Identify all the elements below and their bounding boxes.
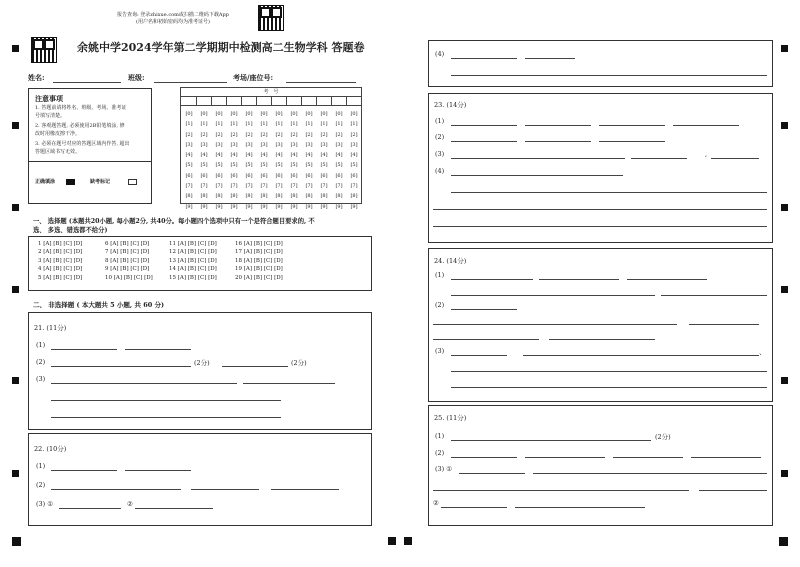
exam-id-bubble[interactable]: [0] [230, 111, 238, 117]
choice-row[interactable]: 16 [A] [B] [C] [D] [235, 241, 283, 247]
exam-id-bubble[interactable]: [1] [305, 121, 313, 128]
q24-part1-blank[interactable] [661, 295, 767, 296]
choice-row[interactable]: 1 [A] [B] [C] [D] [38, 241, 83, 247]
exam-id-digit-column[interactable] [181, 109, 197, 212]
exam-id-bubble[interactable]: [2] [350, 131, 358, 138]
top-note-line1: 报告查询: 登录zhixue.com或扫描二维码下载App [117, 12, 229, 18]
exam-id-bubble[interactable]: [6] [200, 172, 208, 179]
timing-mark [12, 204, 19, 211]
q22-part3-blank[interactable] [135, 508, 213, 509]
exam-id-bubble[interactable]: [4] [275, 152, 283, 159]
exam-id-digit-column[interactable] [241, 109, 257, 212]
exam-id-bubble[interactable]: [4] [335, 152, 343, 159]
exam-id-bubble[interactable]: [3] [290, 141, 298, 148]
exam-id-bubble[interactable]: [5] [230, 162, 238, 169]
q23-part4-blank[interactable] [451, 192, 767, 193]
exam-id-bubble[interactable]: [0] [245, 111, 253, 117]
exam-id-bubble[interactable]: [4] [185, 152, 193, 159]
choice-row[interactable]: 7 [A] [B] [C] [D] [105, 249, 150, 256]
q21-part3-blank[interactable] [51, 400, 281, 401]
q22-part4-blank[interactable] [451, 58, 517, 59]
exam-id-digit-column[interactable] [226, 109, 242, 212]
q23-title: 23. (14分) [434, 101, 467, 109]
exam-id-bubble[interactable]: [0] [305, 111, 313, 117]
notice-line: 3. 必须在题号对应的答题区域内作答, 超出 [35, 141, 130, 147]
q24-part3-comma: 、 [759, 348, 766, 356]
exam-id-bubble[interactable]: [0] [290, 111, 298, 117]
exam-id-bubble[interactable]: [4] [320, 152, 328, 159]
exam-id-bubble[interactable]: [1] [290, 121, 298, 128]
q23-part3-blank[interactable] [631, 158, 687, 159]
notice-line: 2. 客观题答题, 必须使用2B铅笔填涂, 修 [35, 123, 125, 129]
exam-id-bubble[interactable]: [2] [230, 131, 238, 138]
q21-part1-label: (1) [36, 341, 46, 349]
exam-id-bubble[interactable]: [4] [200, 152, 208, 159]
exam-id-bubble[interactable]: [9] [260, 203, 268, 210]
exam-id-bubble[interactable]: [0] [275, 111, 283, 117]
exam-id-bubble[interactable]: [2] [200, 131, 208, 138]
exam-id-bubble[interactable]: [8] [230, 193, 238, 200]
choice-column-4[interactable] [235, 240, 283, 282]
exam-id-bubble[interactable]: [3] [320, 141, 328, 148]
q25-part2-label: (2) [435, 449, 445, 457]
exam-id-bubble[interactable]: [3] [260, 141, 268, 148]
exam-id-bubble[interactable]: [7] [350, 183, 358, 190]
q25-part3-blank[interactable] [699, 490, 767, 491]
choice-row[interactable]: 9 [A] [B] [C] [D] [105, 266, 150, 273]
exam-id-bubble[interactable]: [5] [320, 162, 328, 169]
q24-title: 24. (14分) [434, 257, 467, 265]
exam-id-bubble[interactable]: [6] [230, 172, 238, 179]
q25-part3-label: (3) ① [435, 465, 453, 473]
q23-part2-blank[interactable] [599, 141, 665, 142]
q23-part3-comma: , [705, 150, 708, 158]
exam-id-bubble[interactable]: [7] [215, 183, 223, 190]
q23-part4-blank[interactable] [433, 209, 767, 210]
q24-part2-blank[interactable] [433, 324, 677, 325]
exam-id-bubble[interactable]: [6] [305, 172, 313, 179]
exam-id-bubble[interactable]: [3] [200, 141, 208, 148]
page-title: 余姚中学2024学年第二学期期中检测高二生物学科 答题卷 [77, 41, 365, 54]
exam-id-bubble[interactable]: [3] [215, 141, 223, 148]
exam-id-bubble[interactable]: [8] [335, 193, 343, 200]
exam-id-grid [180, 87, 362, 210]
q25-part3-blank[interactable] [433, 490, 689, 491]
section1-line1: 一、 选择题 (本题共20小题, 每小题2分, 共40分。每小题四个选项中只有一个是符合题目要求的, 不 [33, 218, 315, 225]
choice-column-2[interactable] [105, 240, 153, 282]
exam-id-bubble[interactable]: [8] [260, 193, 268, 200]
choice-row[interactable]: 8 [A] [B] [C] [D] [105, 257, 150, 264]
exam-id-bubble[interactable]: [8] [305, 193, 313, 200]
q23-part1-blank[interactable] [525, 125, 591, 126]
exam-id-bubble[interactable]: [9] [275, 203, 283, 210]
q23-answer-area[interactable] [428, 93, 773, 243]
q24-answer-area[interactable] [428, 248, 773, 402]
q24-part2-blank[interactable] [451, 309, 517, 310]
exam-id-bubble[interactable]: [5] [260, 162, 268, 169]
choice-row[interactable]: 6 [A] [B] [C] [D] [105, 241, 150, 247]
timing-mark [781, 122, 788, 129]
notice-divider [29, 161, 151, 162]
exam-id-bubble[interactable]: [0] [320, 111, 328, 117]
timing-mark [781, 470, 788, 477]
timing-mark [12, 470, 19, 477]
q21-title: 21. (11分) [34, 324, 67, 332]
q22-part1-label: (1) [36, 462, 46, 470]
room-label: 考场/座位号: [233, 73, 274, 82]
timing-mark [388, 537, 396, 545]
q25-part2-blank[interactable] [691, 457, 761, 458]
choice-row[interactable]: 18 [A] [B] [C] [D] [235, 257, 283, 264]
q25-answer-area[interactable] [428, 405, 773, 526]
q22-part2-blank[interactable] [271, 489, 339, 490]
class-field[interactable] [154, 82, 227, 83]
exam-id-bubble[interactable]: [5] [200, 162, 208, 169]
q25-part3-blank[interactable] [515, 507, 645, 508]
correct-fill-sample [66, 179, 75, 185]
timing-mark [12, 122, 19, 129]
choice-row[interactable]: 19 [A] [B] [C] [D] [235, 266, 283, 273]
q25-part1-blank[interactable] [451, 440, 651, 441]
exam-id-bubble[interactable]: [6] [290, 172, 298, 179]
q23-part1-blank[interactable] [599, 125, 665, 126]
exam-id-bubble[interactable]: [3] [230, 141, 238, 148]
exam-id-bubble[interactable]: [9] [230, 203, 238, 210]
q22-part2-blank[interactable] [51, 489, 181, 490]
q24-part3-blank[interactable] [451, 387, 767, 388]
q25-part3-sub2: ② [433, 499, 439, 507]
exam-id-bubble[interactable]: [9] [320, 203, 328, 210]
exam-id-bubble[interactable]: [7] [335, 183, 343, 190]
choice-row[interactable]: 5 [A] [B] [C] [D] [38, 274, 83, 281]
exam-id-bubble[interactable]: [3] [350, 141, 358, 148]
absent-checkbox[interactable] [128, 179, 137, 185]
q24-part1-blank[interactable] [451, 279, 533, 280]
timing-mark [779, 537, 788, 546]
exam-id-bubble[interactable]: [6] [215, 172, 223, 179]
exam-id-digit-column[interactable] [211, 109, 227, 212]
exam-id-bubble[interactable]: [5] [335, 162, 343, 169]
room-field[interactable] [286, 82, 356, 83]
q23-part3-blank[interactable] [451, 158, 625, 159]
q23-part3-blank[interactable] [711, 158, 759, 159]
timing-mark [12, 377, 19, 384]
q23-part2-blank[interactable] [451, 141, 517, 142]
name-field[interactable] [53, 82, 121, 83]
exam-id-bubble[interactable]: [0] [335, 111, 343, 117]
exam-id-bubble[interactable]: [3] [335, 141, 343, 148]
q23-part2-blank[interactable] [525, 141, 591, 142]
choice-row[interactable]: 12 [A] [B] [C] [D] [169, 249, 217, 256]
exam-id-bubble[interactable]: [6] [275, 172, 283, 179]
exam-id-bubble[interactable]: [4] [215, 152, 223, 159]
exam-id-bubble[interactable]: [7] [320, 183, 328, 190]
student-qr-code [31, 37, 57, 63]
exam-id-bubble[interactable]: [4] [260, 152, 268, 159]
exam-id-digit-column[interactable] [286, 109, 302, 212]
exam-id-bubble[interactable]: [7] [305, 183, 313, 190]
exam-id-digit-column[interactable] [271, 109, 287, 212]
choice-column-3[interactable] [169, 240, 217, 282]
exam-id-digit-column[interactable] [196, 109, 212, 212]
top-note-line2: (用户名和初始密码均为准考证号) [136, 19, 210, 25]
timing-mark [781, 45, 788, 52]
choice-row[interactable]: 10 [A] [B] [C] [D] [105, 274, 153, 281]
q21-part3-blank[interactable] [243, 383, 335, 384]
exam-id-bubble[interactable]: [1] [230, 121, 238, 128]
q25-part2-blank[interactable] [451, 457, 517, 458]
q24-part3-blank[interactable] [451, 371, 767, 372]
exam-id-bubble[interactable]: [9] [200, 203, 208, 210]
q22-part2-label: (2) [36, 481, 46, 489]
timing-mark [781, 204, 788, 211]
q24-part3-blank[interactable] [451, 355, 507, 356]
q22-answer-area[interactable] [28, 433, 372, 526]
exam-id-bubble[interactable]: [2] [305, 131, 313, 138]
q22-part4-label: (4) [435, 50, 445, 58]
exam-id-bubble[interactable]: [0] [260, 111, 268, 117]
q21-part1-blank[interactable] [51, 349, 117, 350]
exam-id-bubble[interactable]: [5] [305, 162, 313, 169]
choice-row[interactable]: 17 [A] [B] [C] [D] [235, 249, 283, 256]
exam-id-bubble[interactable]: [7] [260, 183, 268, 190]
exam-id-bubble[interactable]: [2] [245, 131, 253, 138]
q24-part1-label: (1) [435, 271, 445, 279]
exam-id-bubble[interactable]: [6] [335, 172, 343, 179]
exam-id-digit-column[interactable] [346, 109, 362, 212]
exam-id-bubble[interactable]: [5] [215, 162, 223, 169]
exam-id-bubble[interactable]: [9] [245, 203, 253, 210]
notice-box [28, 88, 152, 204]
q21-part2-blank[interactable] [51, 366, 191, 367]
q25-part3-blank[interactable] [441, 507, 507, 508]
name-label: 姓名: [28, 73, 45, 82]
exam-id-bubble[interactable]: [2] [185, 131, 193, 138]
q23-part3-label: (3) [435, 150, 445, 158]
choice-row[interactable]: 2 [A] [B] [C] [D] [38, 249, 83, 256]
exam-id-bubble[interactable]: [5] [290, 162, 298, 169]
timing-mark [781, 286, 788, 293]
exam-id-bubble[interactable]: [1] [350, 121, 358, 128]
exam-id-bubble[interactable]: [5] [350, 162, 358, 169]
q24-part2-blank[interactable] [433, 339, 539, 340]
exam-id-bubble[interactable]: [4] [305, 152, 313, 159]
exam-id-bubble[interactable]: [3] [185, 141, 193, 148]
choice-row[interactable]: 11 [A] [B] [C] [D] [169, 241, 217, 247]
q23-part1-label: (1) [435, 117, 445, 125]
choice-row[interactable]: 3 [A] [B] [C] [D] [38, 257, 83, 264]
exam-id-bubble[interactable]: [9] [335, 203, 343, 210]
notice-line: 1. 答题前请将姓名、班级、考场、准考证 [35, 105, 127, 111]
q22-title: 22. (10分) [34, 445, 67, 453]
exam-id-bubble[interactable]: [8] [275, 193, 283, 200]
exam-id-bubble[interactable]: [1] [185, 121, 193, 128]
exam-id-bubble[interactable]: [5] [245, 162, 253, 169]
q22-part2-blank[interactable] [191, 489, 259, 490]
exam-id-bubble[interactable]: [6] [260, 172, 268, 179]
q21-part3-label: (3) [36, 375, 46, 383]
timing-mark [404, 537, 412, 545]
exam-id-bubble[interactable]: [5] [275, 162, 283, 169]
exam-id-bubble[interactable]: [1] [320, 121, 328, 128]
exam-id-bubble[interactable]: [9] [215, 203, 223, 210]
exam-id-bubble[interactable]: [4] [230, 152, 238, 159]
q25-title: 25. (11分) [434, 414, 467, 422]
q21-part3-blank[interactable] [51, 417, 281, 418]
exam-id-bubble[interactable]: [3] [275, 141, 283, 148]
exam-id-bubble[interactable]: [0] [185, 111, 193, 117]
timing-mark [781, 377, 788, 384]
q25-part3-blank[interactable] [459, 473, 525, 474]
exam-id-bubble[interactable]: [2] [320, 131, 328, 138]
exam-id-bubble[interactable]: [2] [335, 131, 343, 138]
section1-line2: 选、 多选、错选都不给分) [33, 227, 108, 234]
q24-part1-blank[interactable] [627, 279, 707, 280]
exam-id-bubble[interactable]: [1] [215, 121, 223, 128]
absent-label: 缺考标记 [90, 179, 111, 185]
choice-row[interactable]: 14 [A] [B] [C] [D] [169, 266, 217, 273]
exam-id-bubble[interactable]: [1] [200, 121, 208, 128]
exam-id-bubble[interactable]: [7] [230, 183, 238, 190]
q22-part4-blank[interactable] [451, 75, 767, 76]
exam-id-bubble[interactable]: [2] [275, 131, 283, 138]
q22-continued-area[interactable] [428, 40, 773, 87]
app-qr-code [258, 5, 284, 31]
exam-id-bubble[interactable]: [3] [245, 141, 253, 148]
exam-id-bubble[interactable]: [4] [245, 152, 253, 159]
exam-id-bubble[interactable]: [8] [245, 193, 253, 200]
exam-id-bubble[interactable]: [6] [185, 172, 193, 179]
notice-title: 注意事项 [35, 94, 63, 103]
q24-part2-blank[interactable] [689, 324, 759, 325]
q21-part3-blank[interactable] [51, 383, 237, 384]
notice-line: 答题区域书写无效。 [35, 149, 81, 155]
q25-part2-blank[interactable] [525, 457, 605, 458]
q21-part2-blank[interactable] [222, 366, 288, 367]
timing-mark [12, 537, 21, 546]
q22-part3-sub2: ② [127, 500, 133, 508]
exam-id-digit-column[interactable] [331, 109, 347, 212]
exam-id-bubble[interactable]: [8] [215, 193, 223, 200]
exam-id-digit-column[interactable] [301, 109, 317, 212]
q23-part2-label: (2) [435, 133, 445, 141]
exam-id-bubble[interactable]: [5] [185, 162, 193, 169]
q21-part2-score-b: (2分) [291, 359, 307, 367]
q23-part4-blank[interactable] [451, 175, 623, 176]
q22-part4-blank[interactable] [525, 58, 575, 59]
exam-id-bubble[interactable]: [8] [200, 193, 208, 200]
exam-id-bubble[interactable]: [6] [245, 172, 253, 179]
q24-part1-blank[interactable] [451, 295, 655, 296]
exam-id-bubble[interactable]: [2] [215, 131, 223, 138]
section2-title: 二、 非选择题 ( 本大题共 5 小题, 共 60 分) [33, 301, 165, 309]
exam-id-bubble[interactable]: [1] [245, 121, 253, 128]
correct-fill-label: 正确填涂 [35, 179, 56, 185]
exam-id-bubble[interactable]: [7] [290, 183, 298, 190]
exam-id-bubble[interactable]: [4] [350, 152, 358, 159]
exam-id-bubble[interactable]: [9] [305, 203, 313, 210]
exam-id-bubble[interactable]: [0] [350, 111, 358, 117]
q24-part1-blank[interactable] [539, 279, 619, 280]
choice-row[interactable]: 20 [A] [B] [C] [D] [235, 274, 283, 281]
q22-part3-label: (3) ① [36, 500, 54, 508]
q22-part1-blank[interactable] [51, 470, 117, 471]
exam-id-bubble[interactable]: [7] [275, 183, 283, 190]
notice-line: 号填写清楚。 [35, 113, 66, 119]
exam-id-bubble[interactable]: [8] [350, 193, 358, 200]
q21-part2-label: (2) [36, 358, 46, 366]
q21-answer-area[interactable] [28, 312, 372, 430]
choice-row[interactable]: 4 [A] [B] [C] [D] [38, 266, 83, 273]
q21-part2-score-a: (2分) [194, 359, 210, 367]
q24-part3-blank[interactable] [523, 355, 759, 356]
q24-part3-label: (3) [435, 347, 445, 355]
q24-part2-blank[interactable] [549, 339, 655, 340]
exam-id-write-row[interactable] [181, 97, 361, 106]
class-label: 班级: [128, 73, 145, 82]
choice-row[interactable]: 15 [A] [B] [C] [D] [169, 274, 217, 281]
exam-id-bubble[interactable]: [6] [320, 172, 328, 179]
q24-part2-label: (2) [435, 301, 445, 309]
exam-id-bubble[interactable]: [7] [200, 183, 208, 190]
q23-part4-label: (4) [435, 167, 445, 175]
exam-id-bubble[interactable]: [3] [305, 141, 313, 148]
exam-id-bubble[interactable]: [9] [350, 203, 358, 210]
exam-id-bubble[interactable]: [0] [200, 111, 208, 117]
exam-id-bubble[interactable]: [0] [215, 111, 223, 117]
q22-part3-blank[interactable] [59, 508, 121, 509]
exam-id-header: 考 号 [181, 88, 361, 97]
exam-id-bubble[interactable]: [6] [350, 172, 358, 179]
exam-id-bubble[interactable]: [1] [260, 121, 268, 128]
exam-id-digit-column[interactable] [256, 109, 272, 212]
exam-id-bubble[interactable]: [1] [335, 121, 343, 128]
q21-part1-blank[interactable] [125, 349, 191, 350]
q22-part1-blank[interactable] [125, 470, 191, 471]
q25-part1-label: (1) [435, 432, 445, 440]
exam-id-bubble[interactable]: [9] [290, 203, 298, 210]
exam-id-bubble[interactable]: [8] [185, 193, 193, 200]
timing-mark [12, 286, 19, 293]
choice-box [28, 236, 372, 291]
choice-column-1[interactable] [38, 240, 82, 282]
choice-row[interactable]: 13 [A] [B] [C] [D] [169, 257, 217, 264]
q23-part1-blank[interactable] [451, 125, 517, 126]
exam-id-bubble[interactable]: [8] [290, 193, 298, 200]
exam-id-bubble[interactable]: [8] [320, 193, 328, 200]
notice-line: 改时用橡皮擦干净。 [35, 131, 81, 137]
q23-part1-blank[interactable] [673, 125, 739, 126]
q25-part2-blank[interactable] [613, 457, 683, 458]
q23-part4-blank[interactable] [433, 226, 767, 227]
q25-part3-blank[interactable] [533, 473, 767, 474]
exam-id-bubble[interactable]: [9] [185, 203, 193, 210]
exam-id-bubble[interactable]: [4] [290, 152, 298, 159]
exam-id-bubble[interactable]: [2] [260, 131, 268, 138]
exam-id-bubble[interactable]: [7] [185, 183, 193, 190]
q25-part1-score: (2分) [655, 433, 671, 441]
exam-id-digit-column[interactable] [316, 109, 332, 212]
exam-id-bubble[interactable]: [7] [245, 183, 253, 190]
timing-mark [12, 45, 19, 52]
exam-id-bubble[interactable]: [2] [290, 131, 298, 138]
exam-id-bubble[interactable]: [1] [275, 121, 283, 128]
